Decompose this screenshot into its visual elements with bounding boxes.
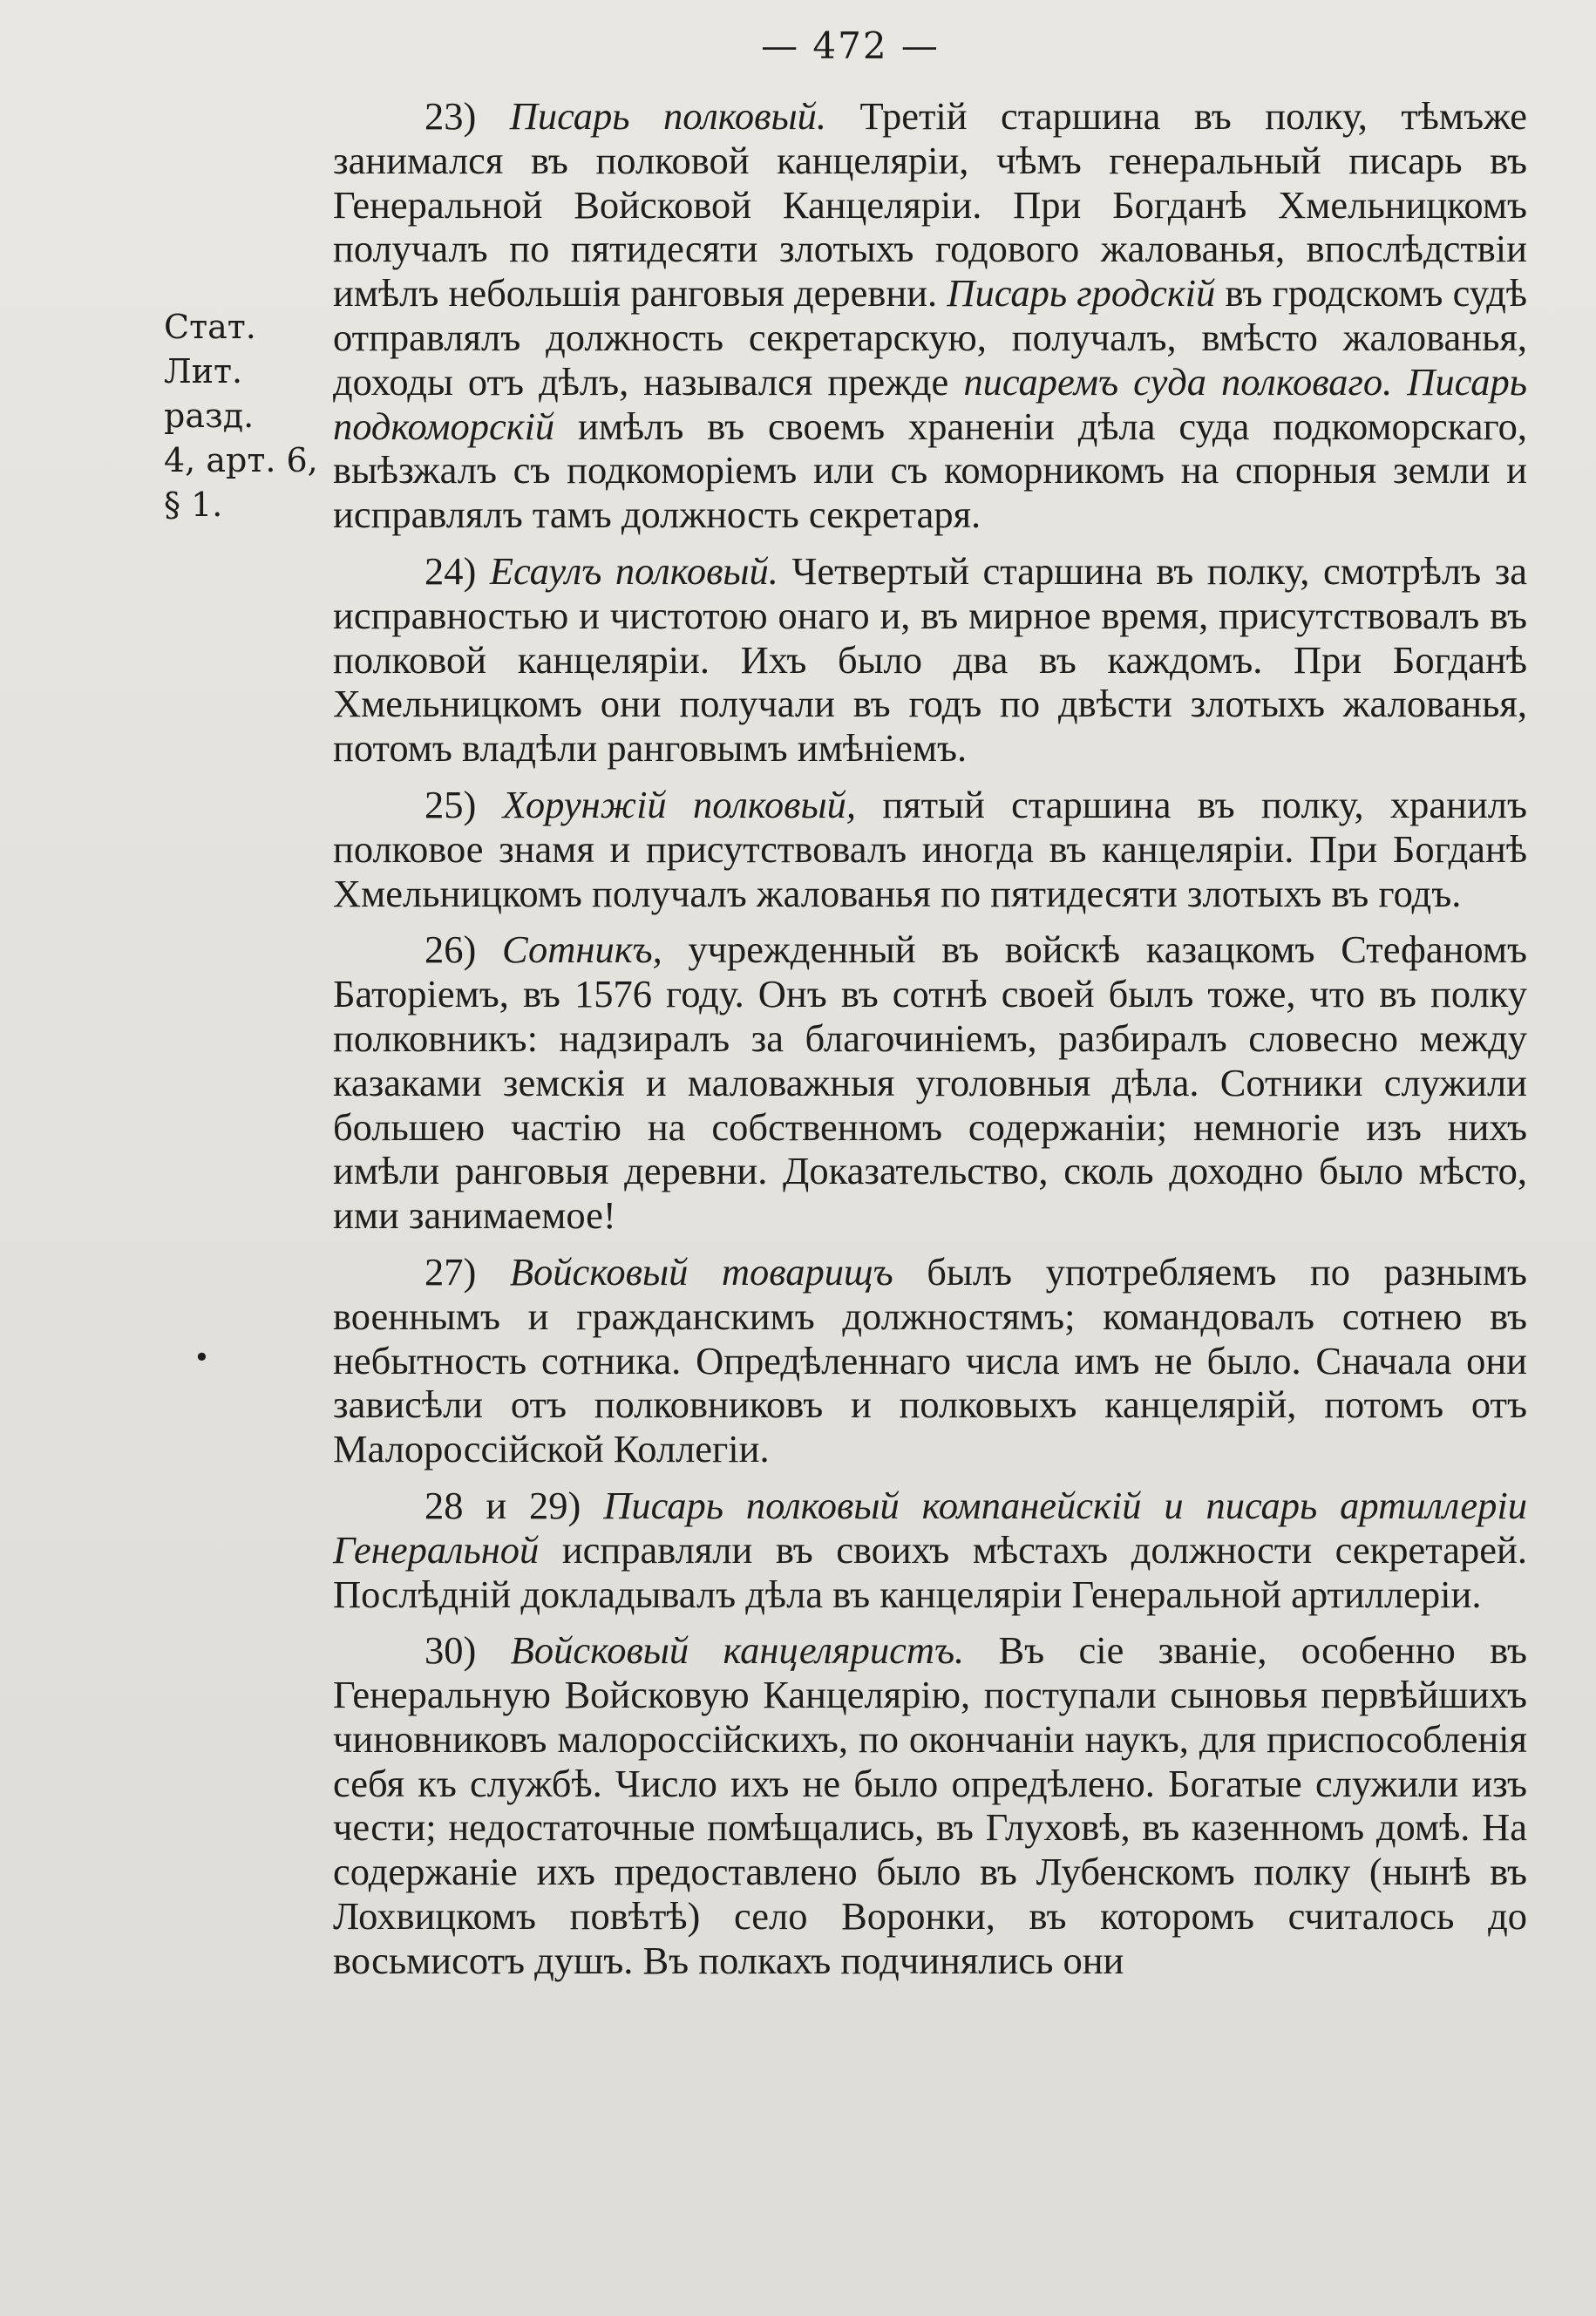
margin-note-line: разд.	[164, 397, 255, 435]
paragraph-text: учрежденный въ войскѣ казацкомъ Стефаномъ Баторіемъ, въ 1576 году. Онъ въ сотнѣ своей былъ тоже, что въ полку полковникъ: надзиралъ за благочиніемъ, разбиралъ словесно между казаками земскія и маловажныя уголовныя дѣла. Сотники служили большею частію на собственномъ содержаніи; немногіе изъ нихъ имѣли ранговыя деревни. Доказательство, сколь доходно было мѣсто, ими занимаемое!	[333, 927, 1528, 1238]
paragraph-text: Въ сіе званіе, особенно въ Генеральную Войсковую Канцелярію, поступали сыновья первѣйшихъ чиновниковъ малороссійскихъ, по окончаніи наукъ, для приспособленія себя къ службѣ. Число ихъ не было опредѣлено. Богатые служили изъ чести; недостаточные помѣщались, въ Глуховѣ, въ казенномъ домѣ. На содержаніе ихъ предоставлено было въ Лубенскомъ полку (нынѣ въ Лохвицкомъ повѣтѣ) село Воронки, въ которомъ считалось до восьмисотъ душъ. Въ полкахъ подчинялись они	[333, 1628, 1528, 1982]
paragraph-text: Четвертый старшина въ полку, смотрѣлъ за исправностью и чистотою онаго и, въ мирное время, присутствовалъ въ полковой канцеляріи. Ихъ было два въ каждомъ. При Богданѣ Хмельницкомъ они получали въ годъ по двѣсти злотыхъ жалованья, потомъ владѣли ранговымъ имѣніемъ.	[333, 548, 1528, 771]
paragraph-27	[333, 1250, 1527, 1471]
body-text	[333, 94, 1527, 1995]
term: Есаулъ полковый.	[489, 548, 778, 593]
term: Писарь гродскій	[947, 271, 1216, 316]
paragraph-28-29	[333, 1484, 1527, 1616]
paragraph-number: 30)	[424, 1628, 477, 1673]
paragraph-24	[333, 549, 1527, 771]
margin-note	[164, 305, 329, 527]
paragraph-number: 27)	[424, 1249, 477, 1294]
paragraph-26	[333, 927, 1527, 1238]
term: Войсковый канцеляристъ.	[510, 1628, 965, 1673]
paragraph-23	[333, 94, 1527, 537]
page-number: — 472 —	[761, 24, 940, 67]
margin-note-line: § 1.	[164, 486, 223, 524]
paragraph-text: имѣлъ въ своемъ храненіи дѣла суда подкоморскаго, выѣзжалъ съ подкоморіемъ или съ коморникомъ на спорныя земли и исправлялъ тамъ должность секретаря.	[333, 404, 1527, 537]
paragraph-number: 26)	[424, 927, 477, 972]
term: Войсковый товарищъ	[509, 1249, 893, 1294]
term: Писарь подкоморскій	[333, 359, 1528, 448]
stray-mark: •	[194, 1341, 210, 1374]
margin-note-line: 4, арт. 6,	[164, 441, 318, 479]
paragraph-text: въ гродскомъ судѣ отправлялъ должность секретарскую, получалъ, вмѣсто жалованья, доходы отъ дѣлъ, назывался прежде	[333, 271, 1528, 404]
paragraph-number: 28 и 29)	[424, 1483, 581, 1527]
paragraph-text: пятый старшина въ полку, хранилъ полковое знамя и присутствовалъ иногда въ канцеляріи. При Богданѣ Хмельницкомъ получалъ жалованья по пятидесяти злотыхъ въ годъ.	[333, 782, 1527, 915]
paragraph-30	[333, 1628, 1527, 1982]
term: Писарь полковый компанейскій и писарь артиллеріи Генеральной	[333, 1483, 1528, 1572]
term: писаремъ суда полковаго.	[963, 359, 1393, 404]
margin-note-line: Стат.	[164, 308, 256, 346]
term: Сотникъ,	[502, 927, 662, 972]
paragraph-text: былъ употребляемъ по разнымъ военнымъ и гражданскимъ должностямъ; командовалъ сотнею въ небытность сотника. Опредѣленнаго числа имъ не было. Сначала они зависѣли отъ полковниковъ и полковыхъ канцелярій, потомъ отъ Малороссійской Коллегіи.	[333, 1249, 1528, 1471]
margin-note-line: Лит.	[164, 352, 243, 391]
paragraph-number: 24)	[424, 548, 477, 593]
term: Писарь полковый.	[509, 94, 826, 138]
paragraph-25	[333, 783, 1527, 915]
paragraph-text: Третій старшина въ полку, тѣмъже занимался въ полковой канцеляріи, чѣмъ генеральный писарь въ Генеральной Войсковой Канцеляріи. При Богданѣ Хмельницкомъ получалъ по пятидесяти злотыхъ годового жалованья, впослѣдствіи имѣлъ небольшія ранговыя деревни.	[333, 94, 1528, 316]
term: Хорунжій полковый,	[502, 782, 856, 826]
paragraph-text: исправляли въ своихъ мѣстахъ должности секретарей. Послѣдній докладывалъ дѣла въ канцеляріи Генеральной артиллеріи.	[333, 1527, 1527, 1616]
paragraph-number: 23)	[424, 94, 477, 138]
paragraph-number: 25)	[424, 782, 477, 826]
